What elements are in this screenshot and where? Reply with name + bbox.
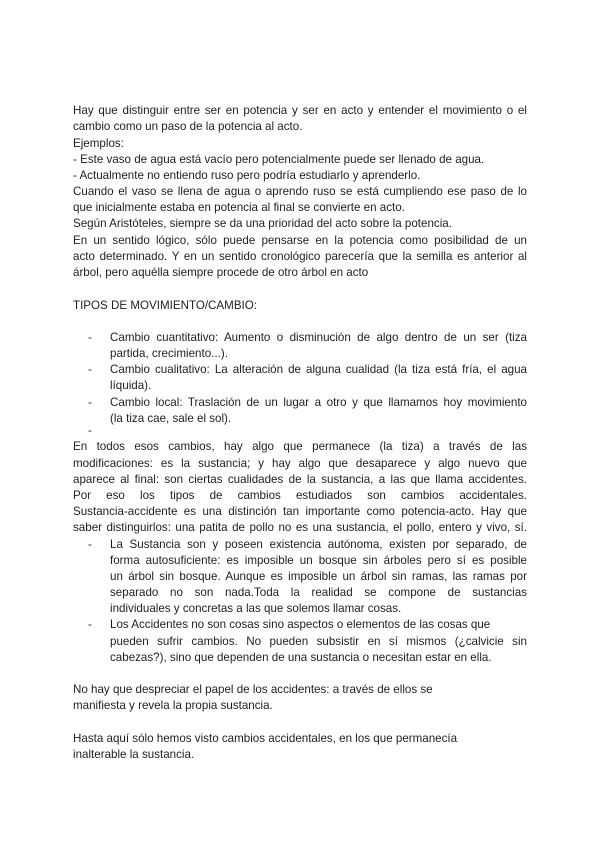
- examples-label: Ejemplos:: [73, 137, 124, 150]
- bullet: -: [88, 396, 92, 409]
- list-item-line: pueden sufrir cambios. No pueden subsistir en sí mismos (¿calvicie sin: [110, 635, 527, 648]
- text-line: No hay que despreciar el papel de los accidentes: a través de ellos se: [73, 683, 433, 696]
- list-item-line: Cambio cuantitativo: Aumento o disminución de algo dentro de un ser (tiza: [110, 331, 527, 344]
- example-line: - Actualmente no entiendo ruso pero podría estudiarlo y aprenderlo.: [73, 169, 421, 182]
- list-item-line: Los Accidentes no son cosas sino aspectos o elementos de las cosas que: [110, 618, 491, 631]
- list-item-line: Cambio cualitativo: La alteración de alguna cualidad (la tiza está fría, el agua: [110, 363, 527, 376]
- list-item-line: (la tiza cae, sale el sol).: [110, 412, 232, 425]
- bullet: -: [88, 363, 92, 376]
- text-line: árbol, pero aquélla siempre procede de otro árbol en acto: [73, 266, 369, 279]
- text-line: En un sentido lógico, sólo puede pensarse en la potencia como posibilidad de un: [73, 234, 527, 247]
- bullet: -: [88, 424, 92, 437]
- text-line: En todos esos cambios, hay algo que permanece (la tiza) a través de las: [73, 440, 527, 453]
- text-line: que inicialmente estaba en potencia al final se convierte en acto.: [73, 201, 405, 214]
- text-line: cambio como un paso de la potencia al acto.: [73, 120, 303, 133]
- text-line: Por eso los tipos de cambios estudiados son cambios accidentales.: [73, 489, 527, 502]
- text-line: Hasta aquí sólo hemos visto cambios accidentales, en los que permanecía: [73, 732, 458, 745]
- list-item-line: La Sustancia son y poseen existencia autónoma, existen por separado, de: [110, 538, 527, 551]
- example-line: - Este vaso de agua está vacío pero potencialmente puede ser llenado de agua.: [73, 153, 485, 166]
- text-line: Según Aristóteles, siempre se da una prioridad del acto sobre la potencia.: [73, 217, 452, 230]
- text-line: manifiesta y revela la propia sustancia.: [73, 699, 273, 712]
- list-item-line: un árbol sin bosque. Aunque es imposible un árbol sin ramas, las ramas por: [110, 570, 527, 583]
- bullet: -: [88, 538, 92, 551]
- text-line: acto determinado. Y en un sentido cronológico parecería que la semilla es anterior al: [73, 250, 527, 263]
- text-line: inalterable la sustancia.: [73, 748, 195, 761]
- bullet: -: [88, 331, 92, 344]
- list-item-line: forma autosuficiente: es imposible un bosque sin árboles pero sí es posible: [110, 554, 527, 567]
- text-line: Hay que distinguir entre ser en potencia y ser en acto y entender el movimiento o el: [73, 104, 527, 117]
- list-item-line: cabezas?), sino que dependen de una sustancia o necesitan estar en ella.: [110, 651, 492, 664]
- text-line: aparece al final: son ciertas cualidades de la sustancia, a las que llama accidentes.: [73, 473, 527, 486]
- section-heading: TIPOS DE MOVIMIENTO/CAMBIO:: [73, 299, 258, 312]
- text-line: saber distinguirlos: una patita de pollo no es una sustancia, el pollo, entero y vivo, sí.: [73, 521, 527, 534]
- list-item-line: Cambio local: Traslación de un lugar a otro y que llamamos hoy movimiento: [110, 396, 527, 409]
- list-item-line: líquida).: [110, 379, 152, 392]
- list-item-line: separado no son nada.Toda la realidad se compone de sustancias: [110, 586, 527, 599]
- text-line: Sustancia-accidente es una distinción tan importante como potencia-acto. Hay que: [73, 505, 527, 518]
- list-item-line: individuales y concretas a las que solemos llamar cosas.: [110, 602, 402, 615]
- text-line: modificaciones: es la sustancia; y hay algo que desaparece y algo nuevo que: [73, 457, 527, 470]
- list-item-line: partida, crecimiento...).: [110, 347, 228, 360]
- bullet: -: [88, 618, 92, 631]
- text-line: Cuando el vaso se llena de agua o aprendo ruso se está cumpliendo ese paso de lo: [73, 185, 527, 198]
